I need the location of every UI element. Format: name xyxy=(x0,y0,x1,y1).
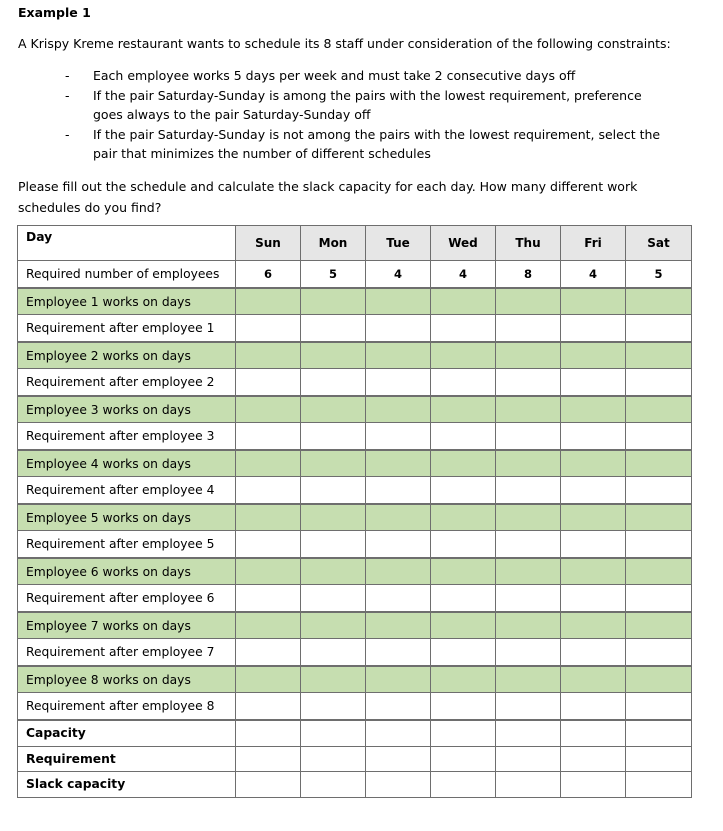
work-day-cell[interactable] xyxy=(626,558,692,585)
requirement-after-cell[interactable] xyxy=(496,315,561,343)
requirement-after-cell[interactable] xyxy=(301,315,366,343)
work-day-cell[interactable] xyxy=(366,450,431,477)
day-header: Day xyxy=(18,226,236,261)
summary-cell[interactable] xyxy=(236,720,301,746)
requirement-after-cell[interactable] xyxy=(561,585,626,613)
page-title: Example 1 xyxy=(18,5,91,20)
summary-row xyxy=(18,720,692,746)
employee-works-row xyxy=(18,666,692,693)
work-day-cell[interactable] xyxy=(366,612,431,639)
employee-works-label: Employee 1 works on days xyxy=(18,288,236,315)
day-header-tue: Tue xyxy=(366,226,431,261)
requirement-after-cell[interactable] xyxy=(496,423,561,451)
requirement-after-cell[interactable] xyxy=(561,639,626,667)
constraint-text: If the pair Saturday-Sunday is among the pairs with the lowest requirement, preference goes always to the pair Saturday-Sunday off xyxy=(93,87,642,123)
work-day-cell[interactable] xyxy=(236,396,301,423)
summary-cell[interactable] xyxy=(561,772,626,798)
requirement-after-cell[interactable] xyxy=(626,315,692,343)
work-day-cell[interactable] xyxy=(301,666,366,693)
work-day-cell[interactable] xyxy=(496,504,561,531)
work-day-cell[interactable] xyxy=(561,504,626,531)
requirement-after-label: Requirement after employee 3 xyxy=(18,423,236,451)
employee-works-label: Employee 7 works on days xyxy=(18,612,236,639)
work-day-cell[interactable] xyxy=(431,396,496,423)
work-day-cell[interactable] xyxy=(236,504,301,531)
requirement-after-cell[interactable] xyxy=(301,693,366,721)
requirement-after-row xyxy=(18,531,692,559)
requirement-after-cell[interactable] xyxy=(431,693,496,721)
work-day-cell[interactable] xyxy=(626,396,692,423)
requirement-after-cell[interactable] xyxy=(561,423,626,451)
requirement-after-cell[interactable] xyxy=(496,585,561,613)
work-day-cell[interactable] xyxy=(366,666,431,693)
requirement-after-cell[interactable] xyxy=(366,585,431,613)
constraint-text: If the pair Saturday-Sunday is not among the pairs with the lowest requirement, select the pair that minimizes the number of different schedules xyxy=(93,126,661,162)
requirement-after-cell[interactable] xyxy=(431,423,496,451)
requirement-after-cell[interactable] xyxy=(236,693,301,721)
requirement-after-cell[interactable] xyxy=(431,531,496,559)
constraint-text: Each employee works 5 days per week and must take 2 consecutive days off xyxy=(93,68,576,83)
work-day-cell[interactable] xyxy=(301,342,366,369)
requirement-after-row xyxy=(18,477,692,505)
work-day-cell[interactable] xyxy=(236,342,301,369)
summary-cell[interactable] xyxy=(496,720,561,746)
requirement-after-cell[interactable] xyxy=(301,369,366,397)
work-day-cell[interactable] xyxy=(626,288,692,315)
employee-works-row xyxy=(18,558,692,585)
work-day-cell[interactable] xyxy=(561,396,626,423)
day-header-wed: Wed xyxy=(431,226,496,261)
work-day-cell[interactable] xyxy=(496,396,561,423)
employee-works-row xyxy=(18,288,692,315)
summary-row xyxy=(18,772,692,798)
requirement-after-row xyxy=(18,639,692,667)
summary-cell[interactable] xyxy=(366,746,431,772)
work-day-cell[interactable] xyxy=(496,450,561,477)
requirement-after-row xyxy=(18,585,692,613)
work-day-cell[interactable] xyxy=(496,342,561,369)
work-day-cell[interactable] xyxy=(626,450,692,477)
summary-cell[interactable] xyxy=(626,746,692,772)
summary-cell[interactable] xyxy=(561,746,626,772)
day-header-sat: Sat xyxy=(626,226,692,261)
requirement-after-label: Requirement after employee 6 xyxy=(18,585,236,613)
work-day-cell[interactable] xyxy=(431,288,496,315)
bullet-dash: - xyxy=(65,126,70,142)
work-day-cell[interactable] xyxy=(496,288,561,315)
work-day-cell[interactable] xyxy=(431,450,496,477)
requirement-after-cell[interactable] xyxy=(236,423,301,451)
work-day-cell[interactable] xyxy=(366,288,431,315)
required-value: 5 xyxy=(626,261,692,289)
requirement-after-label: Requirement after employee 1 xyxy=(18,315,236,343)
employee-works-label: Employee 5 works on days xyxy=(18,504,236,531)
intro-text: A Krispy Kreme restaurant wants to schedule its 8 staff under consideration of the following constraints: xyxy=(18,36,671,51)
requirement-after-label: Requirement after employee 2 xyxy=(18,369,236,397)
requirement-after-cell[interactable] xyxy=(561,315,626,343)
work-day-cell[interactable] xyxy=(301,504,366,531)
employee-works-label: Employee 6 works on days xyxy=(18,558,236,585)
requirement-after-label: Requirement after employee 8 xyxy=(18,693,236,721)
required-label: Required number of employees xyxy=(18,261,236,289)
work-day-cell[interactable] xyxy=(301,288,366,315)
question-text: Please fill out the schedule and calculate the slack capacity for each day. How many different work schedules do you find? xyxy=(18,179,638,215)
required-value: 4 xyxy=(431,261,496,289)
requirement-after-cell[interactable] xyxy=(626,477,692,505)
summary-cell[interactable] xyxy=(496,772,561,798)
requirement-after-cell[interactable] xyxy=(496,369,561,397)
requirement-after-cell[interactable] xyxy=(301,585,366,613)
required-value: 4 xyxy=(366,261,431,289)
summary-label: Capacity xyxy=(18,720,236,746)
work-day-cell[interactable] xyxy=(301,558,366,585)
employee-works-label: Employee 2 works on days xyxy=(18,342,236,369)
requirement-after-cell[interactable] xyxy=(236,585,301,613)
work-day-cell[interactable] xyxy=(496,612,561,639)
requirement-after-cell[interactable] xyxy=(626,531,692,559)
requirement-after-row xyxy=(18,693,692,721)
summary-cell[interactable] xyxy=(301,746,366,772)
constraints-list xyxy=(65,66,665,164)
work-day-cell[interactable] xyxy=(496,558,561,585)
employee-works-label: Employee 8 works on days xyxy=(18,666,236,693)
requirement-after-row xyxy=(18,423,692,451)
required-row xyxy=(18,261,692,289)
requirement-after-cell[interactable] xyxy=(236,531,301,559)
schedule-table xyxy=(17,225,692,798)
requirement-after-cell[interactable] xyxy=(496,477,561,505)
summary-cell[interactable] xyxy=(561,720,626,746)
requirement-after-cell[interactable] xyxy=(366,423,431,451)
work-day-cell[interactable] xyxy=(431,504,496,531)
requirement-after-cell[interactable] xyxy=(496,639,561,667)
employee-works-row xyxy=(18,612,692,639)
bullet-dash: - xyxy=(65,68,70,83)
requirement-after-cell[interactable] xyxy=(301,639,366,667)
work-day-cell[interactable] xyxy=(366,558,431,585)
work-day-cell[interactable] xyxy=(366,504,431,531)
requirement-after-label: Requirement after employee 7 xyxy=(18,639,236,667)
day-header-fri: Fri xyxy=(561,226,626,261)
employee-works-row xyxy=(18,504,692,531)
summary-cell[interactable] xyxy=(496,746,561,772)
work-day-cell[interactable] xyxy=(626,504,692,531)
work-day-cell[interactable] xyxy=(431,666,496,693)
work-day-cell[interactable] xyxy=(431,342,496,369)
requirement-after-cell[interactable] xyxy=(366,531,431,559)
work-day-cell[interactable] xyxy=(301,450,366,477)
requirement-after-cell[interactable] xyxy=(626,423,692,451)
constraint-item xyxy=(65,66,665,86)
work-day-cell[interactable] xyxy=(431,558,496,585)
work-day-cell[interactable] xyxy=(366,342,431,369)
requirement-after-cell[interactable] xyxy=(561,477,626,505)
work-day-cell[interactable] xyxy=(626,666,692,693)
work-day-cell[interactable] xyxy=(236,666,301,693)
day-header-thu: Thu xyxy=(496,226,561,261)
requirement-after-label: Requirement after employee 5 xyxy=(18,531,236,559)
requirement-after-cell[interactable] xyxy=(366,477,431,505)
requirement-after-cell[interactable] xyxy=(431,639,496,667)
summary-cell[interactable] xyxy=(366,720,431,746)
work-day-cell[interactable] xyxy=(561,558,626,585)
requirement-after-cell[interactable] xyxy=(626,639,692,667)
summary-cell[interactable] xyxy=(236,746,301,772)
work-day-cell[interactable] xyxy=(301,396,366,423)
required-value: 5 xyxy=(301,261,366,289)
requirement-after-cell[interactable] xyxy=(561,531,626,559)
required-value: 8 xyxy=(496,261,561,289)
work-day-cell[interactable] xyxy=(366,396,431,423)
requirement-after-cell[interactable] xyxy=(301,531,366,559)
employee-works-row xyxy=(18,396,692,423)
work-day-cell[interactable] xyxy=(236,450,301,477)
requirement-after-cell[interactable] xyxy=(496,693,561,721)
work-day-cell[interactable] xyxy=(561,450,626,477)
requirement-after-cell[interactable] xyxy=(431,315,496,343)
requirement-after-cell[interactable] xyxy=(366,693,431,721)
constraint-item xyxy=(65,86,665,125)
summary-cell[interactable] xyxy=(431,772,496,798)
requirement-after-cell[interactable] xyxy=(431,369,496,397)
requirement-after-cell[interactable] xyxy=(236,369,301,397)
summary-cell[interactable] xyxy=(301,720,366,746)
work-day-cell[interactable] xyxy=(496,666,561,693)
requirement-after-row xyxy=(18,315,692,343)
employee-works-label: Employee 3 works on days xyxy=(18,396,236,423)
work-day-cell[interactable] xyxy=(561,342,626,369)
summary-cell[interactable] xyxy=(301,772,366,798)
requirement-after-cell[interactable] xyxy=(366,369,431,397)
summary-cell[interactable] xyxy=(626,772,692,798)
bullet-dash: - xyxy=(65,87,70,103)
work-day-cell[interactable] xyxy=(626,612,692,639)
requirement-after-cell[interactable] xyxy=(366,315,431,343)
work-day-cell[interactable] xyxy=(301,612,366,639)
work-day-cell[interactable] xyxy=(561,612,626,639)
requirement-after-cell[interactable] xyxy=(236,315,301,343)
requirement-after-cell[interactable] xyxy=(626,369,692,397)
work-day-cell[interactable] xyxy=(236,558,301,585)
work-day-cell[interactable] xyxy=(236,612,301,639)
summary-cell[interactable] xyxy=(366,772,431,798)
employee-works-label: Employee 4 works on days xyxy=(18,450,236,477)
requirement-after-cell[interactable] xyxy=(431,585,496,613)
summary-cell[interactable] xyxy=(626,720,692,746)
requirement-after-cell[interactable] xyxy=(431,477,496,505)
requirement-after-cell[interactable] xyxy=(301,477,366,505)
requirement-after-cell[interactable] xyxy=(496,531,561,559)
requirement-after-cell[interactable] xyxy=(561,369,626,397)
day-header-mon: Mon xyxy=(301,226,366,261)
work-day-cell[interactable] xyxy=(561,666,626,693)
requirement-after-label: Requirement after employee 4 xyxy=(18,477,236,505)
summary-cell[interactable] xyxy=(431,720,496,746)
summary-cell[interactable] xyxy=(431,746,496,772)
requirement-after-row xyxy=(18,369,692,397)
constraint-item xyxy=(65,125,665,164)
work-day-cell[interactable] xyxy=(626,342,692,369)
header-row xyxy=(18,226,692,261)
requirement-after-cell[interactable] xyxy=(561,693,626,721)
summary-row xyxy=(18,746,692,772)
work-day-cell[interactable] xyxy=(236,288,301,315)
summary-label: Slack capacity xyxy=(18,772,236,798)
required-value: 6 xyxy=(236,261,301,289)
required-value: 4 xyxy=(561,261,626,289)
work-day-cell[interactable] xyxy=(431,612,496,639)
day-header-sun: Sun xyxy=(236,226,301,261)
summary-label: Requirement xyxy=(18,746,236,772)
summary-cell[interactable] xyxy=(236,772,301,798)
requirement-after-cell[interactable] xyxy=(626,693,692,721)
employee-works-row xyxy=(18,450,692,477)
requirement-after-cell[interactable] xyxy=(301,423,366,451)
requirement-after-cell[interactable] xyxy=(626,585,692,613)
requirement-after-cell[interactable] xyxy=(236,477,301,505)
work-day-cell[interactable] xyxy=(561,288,626,315)
requirement-after-cell[interactable] xyxy=(236,639,301,667)
requirement-after-cell[interactable] xyxy=(366,639,431,667)
employee-works-row xyxy=(18,342,692,369)
